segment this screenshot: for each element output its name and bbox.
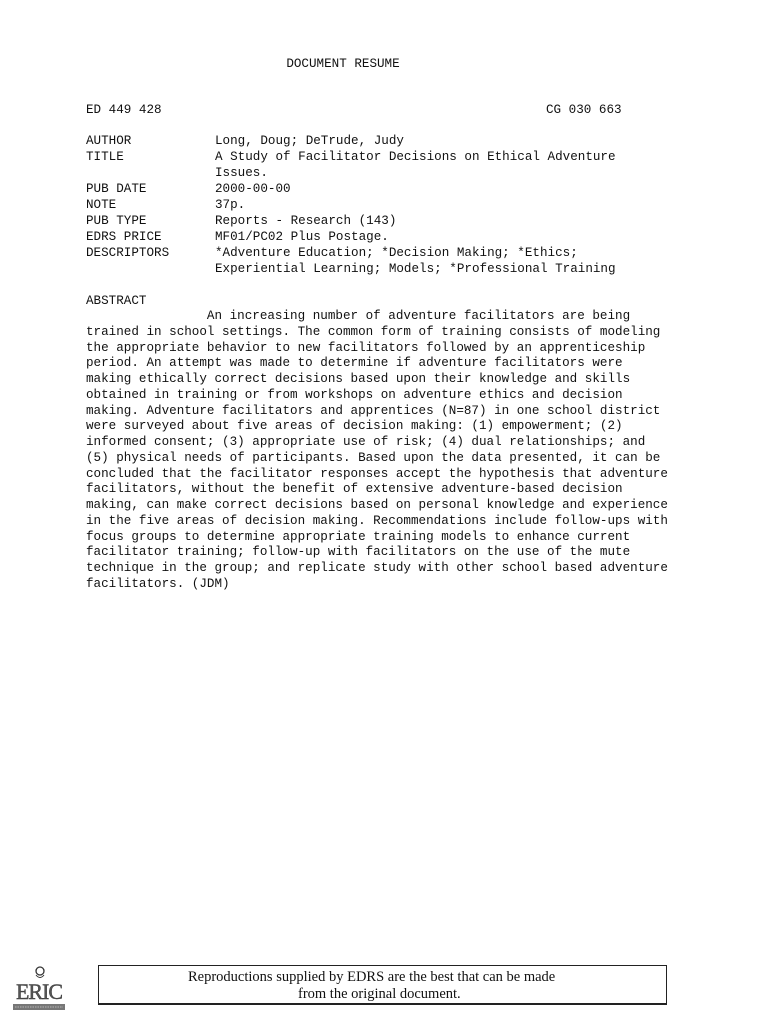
pub-type-value: Reports - Research (143) (215, 214, 397, 228)
reproduction-notice (98, 965, 667, 1005)
pub-type-label: PUB TYPE (86, 214, 147, 228)
title-value: A Study of Facilitator Decisions on Ethical Adventure Issues. (215, 150, 616, 180)
document-title: DOCUMENT RESUME (286, 57, 400, 71)
note-value: 37p. (215, 198, 246, 212)
note-label: NOTE (86, 198, 117, 212)
descriptors-label: DESCRIPTORS (86, 246, 170, 260)
author-label: AUTHOR (86, 134, 132, 148)
descriptors-value: *Adventure Education; *Decision Making; *Ethics; Experiential Learning; Models; *Professional Training (215, 246, 616, 276)
pub-date-value: 2000-00-00 (215, 182, 291, 196)
eric-logo-icon (10, 966, 68, 1014)
author-value: Long, Doug; DeTrude, Judy (215, 134, 404, 148)
abstract-text: An increasing number of adventure facilitators are being trained in school settings. The common form of training consists of modeling the appropriate behavior to new facilitators followed by an apprenticeship period. An attempt was made to determine if adventure facilitators were making ethically correct decisions based upon their knowledge and skills obtained in training or from workshops on adventure ethics and decision making. Adventure facilitators and apprentices (N=87) in one school district were surveyed about five areas of decision making: (1) empowerment; (2) informed consent; (3) appropriate use of risk; (4) dual relationships; and (5) physical needs of participants. Based upon the data presented, it can be concluded that the facilitator responses accept the hypothesis that adventure facilitators, without the benefit of extensive adventure-based decision making, can make correct decisions based on personal knowledge and experience in the five areas of decision making. Recommendations include follow-ups with focus groups to determine appropriate training models to enhance current facilitator training; follow-up with facilitators on the use of the mute technique in the group; and replicate study with other school based adventure facilitators. (JDM) (86, 309, 668, 591)
edrs-price-label: EDRS PRICE (86, 230, 162, 244)
title-label: TITLE (86, 150, 124, 164)
notice-divider (99, 1003, 666, 1004)
pub-date-label: PUB DATE (86, 182, 147, 196)
cg-number: CG 030 663 (546, 103, 622, 117)
notice-line-2: from the original document. (298, 986, 461, 1002)
abstract-label: ABSTRACT (86, 294, 147, 308)
svg-text:ERIC: ERIC (15, 979, 63, 1004)
edrs-price-value: MF01/PC02 Plus Postage. (215, 230, 389, 244)
ed-number: ED 449 428 (86, 103, 162, 117)
notice-line-1: Reproductions supplied by EDRS are the best that can be made (188, 969, 556, 985)
